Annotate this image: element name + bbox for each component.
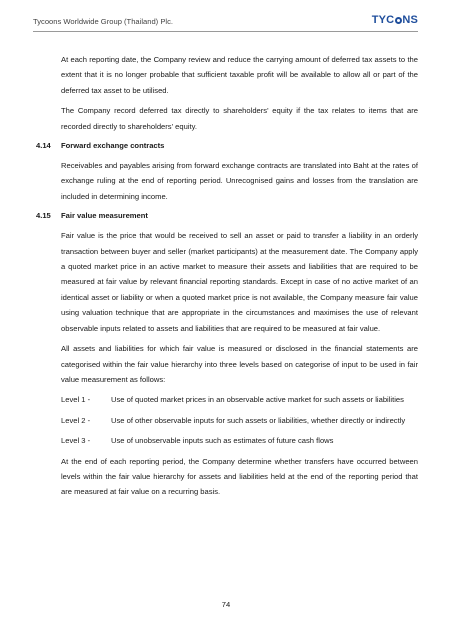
section-heading-forward-exchange	[36, 139, 418, 153]
company-name: Tycoons Worldwide Group (Thailand) Plc.	[33, 17, 173, 26]
section-number: 4.14	[36, 141, 51, 151]
company-logo	[372, 14, 418, 26]
fair-value-paragraph-3: At the end of each reporting period, the Company determine whether transfers have occurred between levels within the fair value hierarchy for assets and liabilities held at the end of the reporting period that are measured at fair value on a recurring basis.	[61, 456, 418, 497]
document-body	[36, 52, 418, 505]
level-description: Use of quoted market prices in an observable active market for such assets or liabilities	[111, 395, 404, 405]
fair-value-paragraph-1: Fair value is the price that would be received to sell an asset or paid to transfer a liability in an orderly transaction between buyer and seller (market participants) at the measurement date. The Company apply a quoted market price in an active market to measure their assets and liabilities that are required to be measured at fair value by relevant financial reporting standards. Except in case of no active market of an identical asset or liability or when a quoted market price is not available, the Company measure fair value using valuation technique that are appropriate in the circumstances and maximises the use of relevant observable inputs related to assets and liabilities that are required to be measured at fair value.	[61, 231, 418, 333]
header-divider	[33, 31, 418, 32]
deferred-tax-paragraph-1: At each reporting date, the Company review and reduce the carrying amount of deferred tax assets to the extent that it is no longer probable that sufficient taxable profit will be available to allow all or part of the deferred tax asset to be utilised.	[61, 55, 418, 95]
section-title: Fair value measurement	[61, 211, 148, 221]
logo-text-right: NS	[402, 14, 418, 26]
section-number: 4.15	[36, 211, 51, 221]
level-1-item	[61, 392, 418, 407]
logo-text-left: TYC	[371, 14, 395, 26]
fair-value-paragraph-2: All assets and liabilities for which fair value is measured or disclosed in the financial statements are categorised within the fair value hierarchy into three levels based on categorise of input to be used in fair value measurement as follows:	[61, 344, 418, 384]
level-description: Use of other observable inputs for such assets or liabilities, whether directly or indirectly	[111, 415, 406, 425]
level-3-item	[61, 433, 418, 448]
page-header	[33, 14, 418, 36]
level-label: Level 3 -	[61, 436, 91, 446]
level-label: Level 2 -	[61, 415, 91, 425]
section-title: Forward exchange contracts	[61, 141, 165, 151]
forward-exchange-paragraph: Receivables and payables arising from forward exchange contracts are translated into Baht at the rates of exchange ruling at the end of reporting period. Unrecognised gains and losses from the translation are included in determining income.	[61, 161, 418, 201]
level-description: Use of unobservable inputs such as estimates of future cash flows	[111, 436, 334, 446]
logo-ring-icon	[395, 17, 402, 24]
deferred-tax-paragraph-2: The Company record deferred tax directly to shareholders' equity if the tax relates to items that are recorded directly to shareholders' equity.	[61, 106, 418, 131]
level-label: Level 1 -	[61, 395, 91, 405]
section-heading-fair-value	[36, 209, 418, 223]
level-2-item	[61, 413, 418, 428]
page-number: 74	[221, 600, 231, 609]
